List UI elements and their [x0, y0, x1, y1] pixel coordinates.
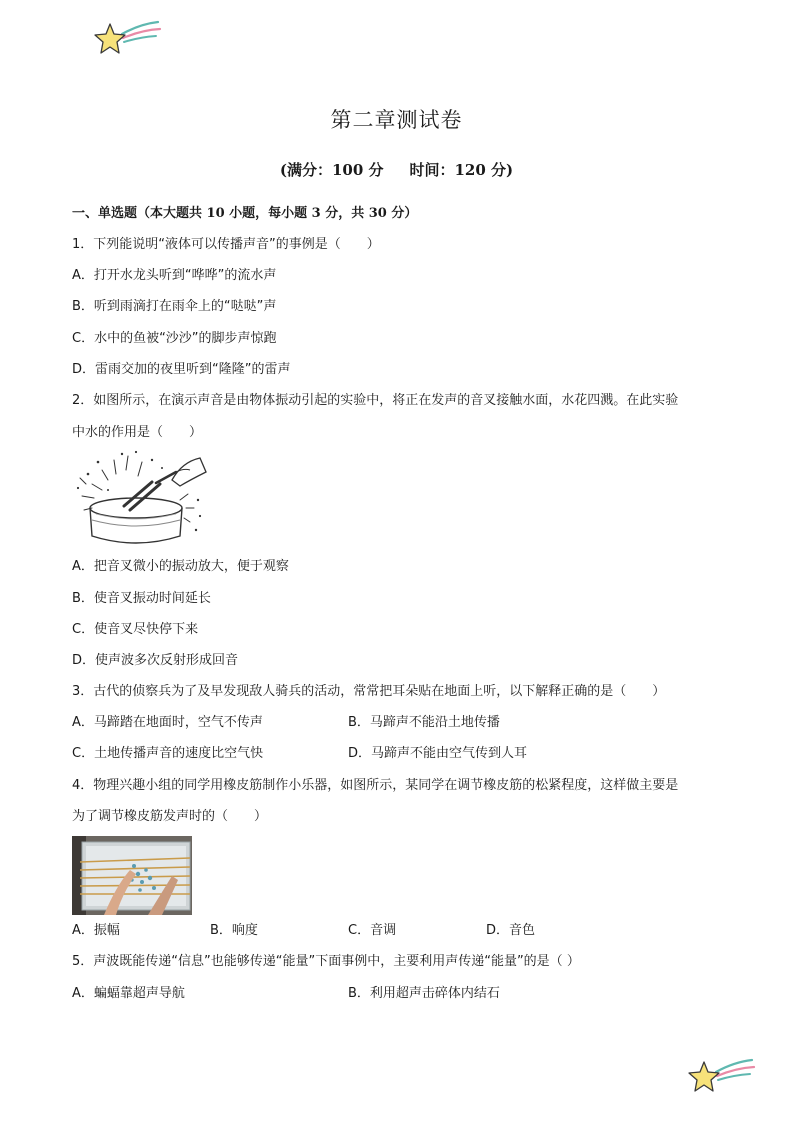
exam-meta — [0, 159, 793, 180]
shooting-star-icon — [686, 1054, 758, 1098]
option-d: D．马蹄声不能由空气传到人耳 — [348, 746, 528, 761]
question-stem: 2．如图所示，在演示声音是由物体振动引起的实验中，将正在发声的音叉接触水面，水花四溅。在此实验 — [72, 393, 679, 408]
question-stem: 4．物理兴趣小组的同学用橡皮筋制作小乐器，如图所示，某同学在调节橡皮筋的松紧程度，这样做主要是 — [72, 778, 679, 793]
option-d: D．使声波多次反射形成回音 — [72, 653, 239, 668]
option-b: B．响度 — [210, 923, 258, 938]
option-c: C．音调 — [348, 923, 397, 938]
exam-time: 时间：120 分) — [409, 161, 514, 179]
option-b: B．马蹄声不能沿土地传播 — [348, 715, 500, 730]
rubber-band-instrument-figure — [72, 836, 192, 915]
question-stem-cont: 中水的作用是（ ） — [72, 425, 203, 440]
option-a: A．把音叉微小的振动放大，便于观察 — [72, 559, 289, 574]
question-stem: 3．古代的侦察兵为了及早发现敌人骑兵的活动，常常把耳朵贴在地面上听，以下解释正确的是（ ） — [72, 684, 666, 699]
option-b: B．利用超声击碎体内结石 — [348, 986, 500, 1001]
section-heading: 一、单选题（本大题共 10 小题，每小题 3 分，共 30 分） — [72, 206, 418, 221]
option-d: D．雷雨交加的夜里听到“隆隆”的雷声 — [72, 362, 291, 377]
option-a: A．打开水龙头听到“哗哗”的流水声 — [72, 268, 277, 283]
option-c: C．水中的鱼被“沙沙”的脚步声惊跑 — [72, 331, 277, 346]
option-b: B．使音叉振动时间延长 — [72, 591, 211, 606]
question-stem: 5．声波既能传递“信息”也能够传递“能量”下面事例中，主要利用声传递“能量”的是（ ） — [72, 954, 580, 969]
full-score: (满分：100 分 — [279, 161, 384, 179]
question-stem: 1．下列能说明“液体可以传播声音”的事例是（ ） — [72, 237, 380, 252]
option-c: C．使音叉尽快停下来 — [72, 622, 199, 637]
option-c: C．土地传播声音的速度比空气快 — [72, 746, 264, 761]
question-stem-cont: 为了调节橡皮筋发声时的（ ） — [72, 809, 268, 824]
option-a: A．马蹄踏在地面时，空气不传声 — [72, 715, 263, 730]
shooting-star-icon — [92, 16, 164, 60]
page-title: 第二章测试卷 — [330, 108, 463, 132]
option-d: D．音色 — [486, 923, 536, 938]
tuning-fork-water-figure — [72, 450, 212, 550]
option-a: A．振幅 — [72, 923, 120, 938]
option-b: B．听到雨滴打在雨伞上的“哒哒”声 — [72, 299, 277, 314]
option-a: A．蝙蝠靠超声导航 — [72, 986, 185, 1001]
